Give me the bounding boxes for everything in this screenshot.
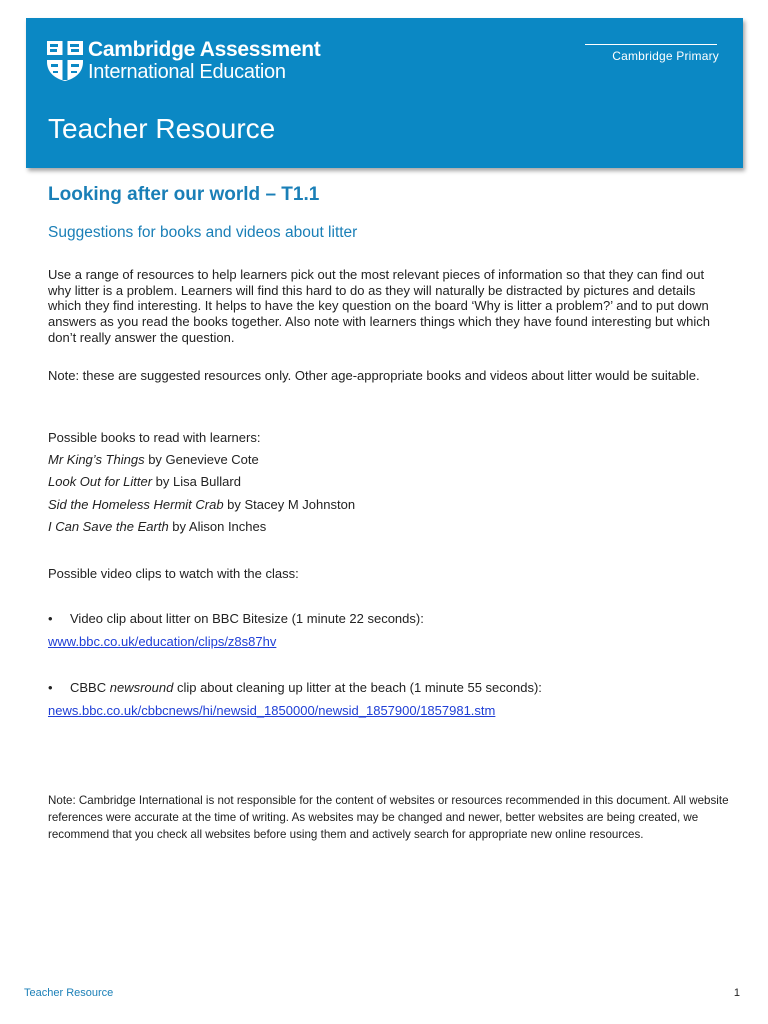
book-title: Sid the Homeless Hermit Crab xyxy=(48,497,224,512)
book-title: Look Out for Litter xyxy=(48,474,153,489)
books-intro: Possible books to read with learners: xyxy=(48,430,261,445)
book-title: Mr King’s Things xyxy=(48,452,145,467)
header-subtitle: Cambridge Primary xyxy=(612,49,719,63)
video-program: newsround xyxy=(109,680,174,695)
video-description: clip about cleaning up litter at the beach (1 minute 55 seconds): xyxy=(173,680,542,695)
video-item xyxy=(48,680,542,695)
document-subheading: Suggestions for books and videos about litter xyxy=(48,224,358,241)
header-banner xyxy=(26,18,743,168)
brand-line-1: Cambridge Assessment xyxy=(88,38,321,61)
note-paragraph: Note: these are suggested resources only. Other age-appropriate books and videos about litter would be suitable. xyxy=(48,368,700,383)
book-author: by Lisa Bullard xyxy=(152,474,241,489)
book-item xyxy=(48,452,259,467)
cambridge-shield-icon xyxy=(46,40,84,82)
video-link-newsround[interactable]: news.bbc.co.uk/cbbcnews/hi/newsid_1850000/newsid_1857900/1857981.stm xyxy=(48,703,496,718)
page-number: 1 xyxy=(733,987,740,999)
book-item xyxy=(48,519,266,534)
intro-paragraph: Use a range of resources to help learners pick out the most relevant pieces of information so that they can find out why litter is a problem. Learners will find this hard to do as they will naturally be distracted by pictures and details which they find interesting. It helps to have the key question on the board ‘Why is litter a problem?’ and to put down answers as you read the books together. Also note with learners things which they have found interesting but which don’t really answer the question. xyxy=(48,267,710,345)
book-author: by Genevieve Cote xyxy=(144,452,259,467)
bullet-icon: • xyxy=(48,611,53,626)
footer-label: Teacher Resource xyxy=(24,987,114,999)
header-rule xyxy=(585,44,717,45)
page-title: Teacher Resource xyxy=(48,113,276,144)
document-heading: Looking after our world – T1.1 xyxy=(48,184,320,205)
video-item xyxy=(48,611,424,626)
videos-intro: Possible video clips to watch with the class: xyxy=(48,566,299,581)
brand-line-2: International Education xyxy=(88,61,286,83)
book-author: by Alison Inches xyxy=(168,519,267,534)
video-prefix: CBBC xyxy=(70,680,110,695)
book-author: by Stacey M Johnston xyxy=(223,497,356,512)
book-item xyxy=(48,474,241,489)
video-link-bitesize[interactable]: www.bbc.co.uk/education/clips/z8s87hv xyxy=(48,634,277,649)
disclaimer: Note: Cambridge International is not responsible for the content of websites or resources recommended in this document. All website references were accurate at the time of writing. As websites may be changed and newer, better websites are being created, we recommend that you check all websites before using them and actively search for appropriate new online resources. xyxy=(48,794,729,842)
bullet-icon: • xyxy=(48,680,53,695)
book-item xyxy=(48,497,355,512)
book-title: I Can Save the Earth xyxy=(48,519,169,534)
video-description: Video clip about litter on BBC Bitesize (1 minute 22 seconds): xyxy=(70,611,424,626)
